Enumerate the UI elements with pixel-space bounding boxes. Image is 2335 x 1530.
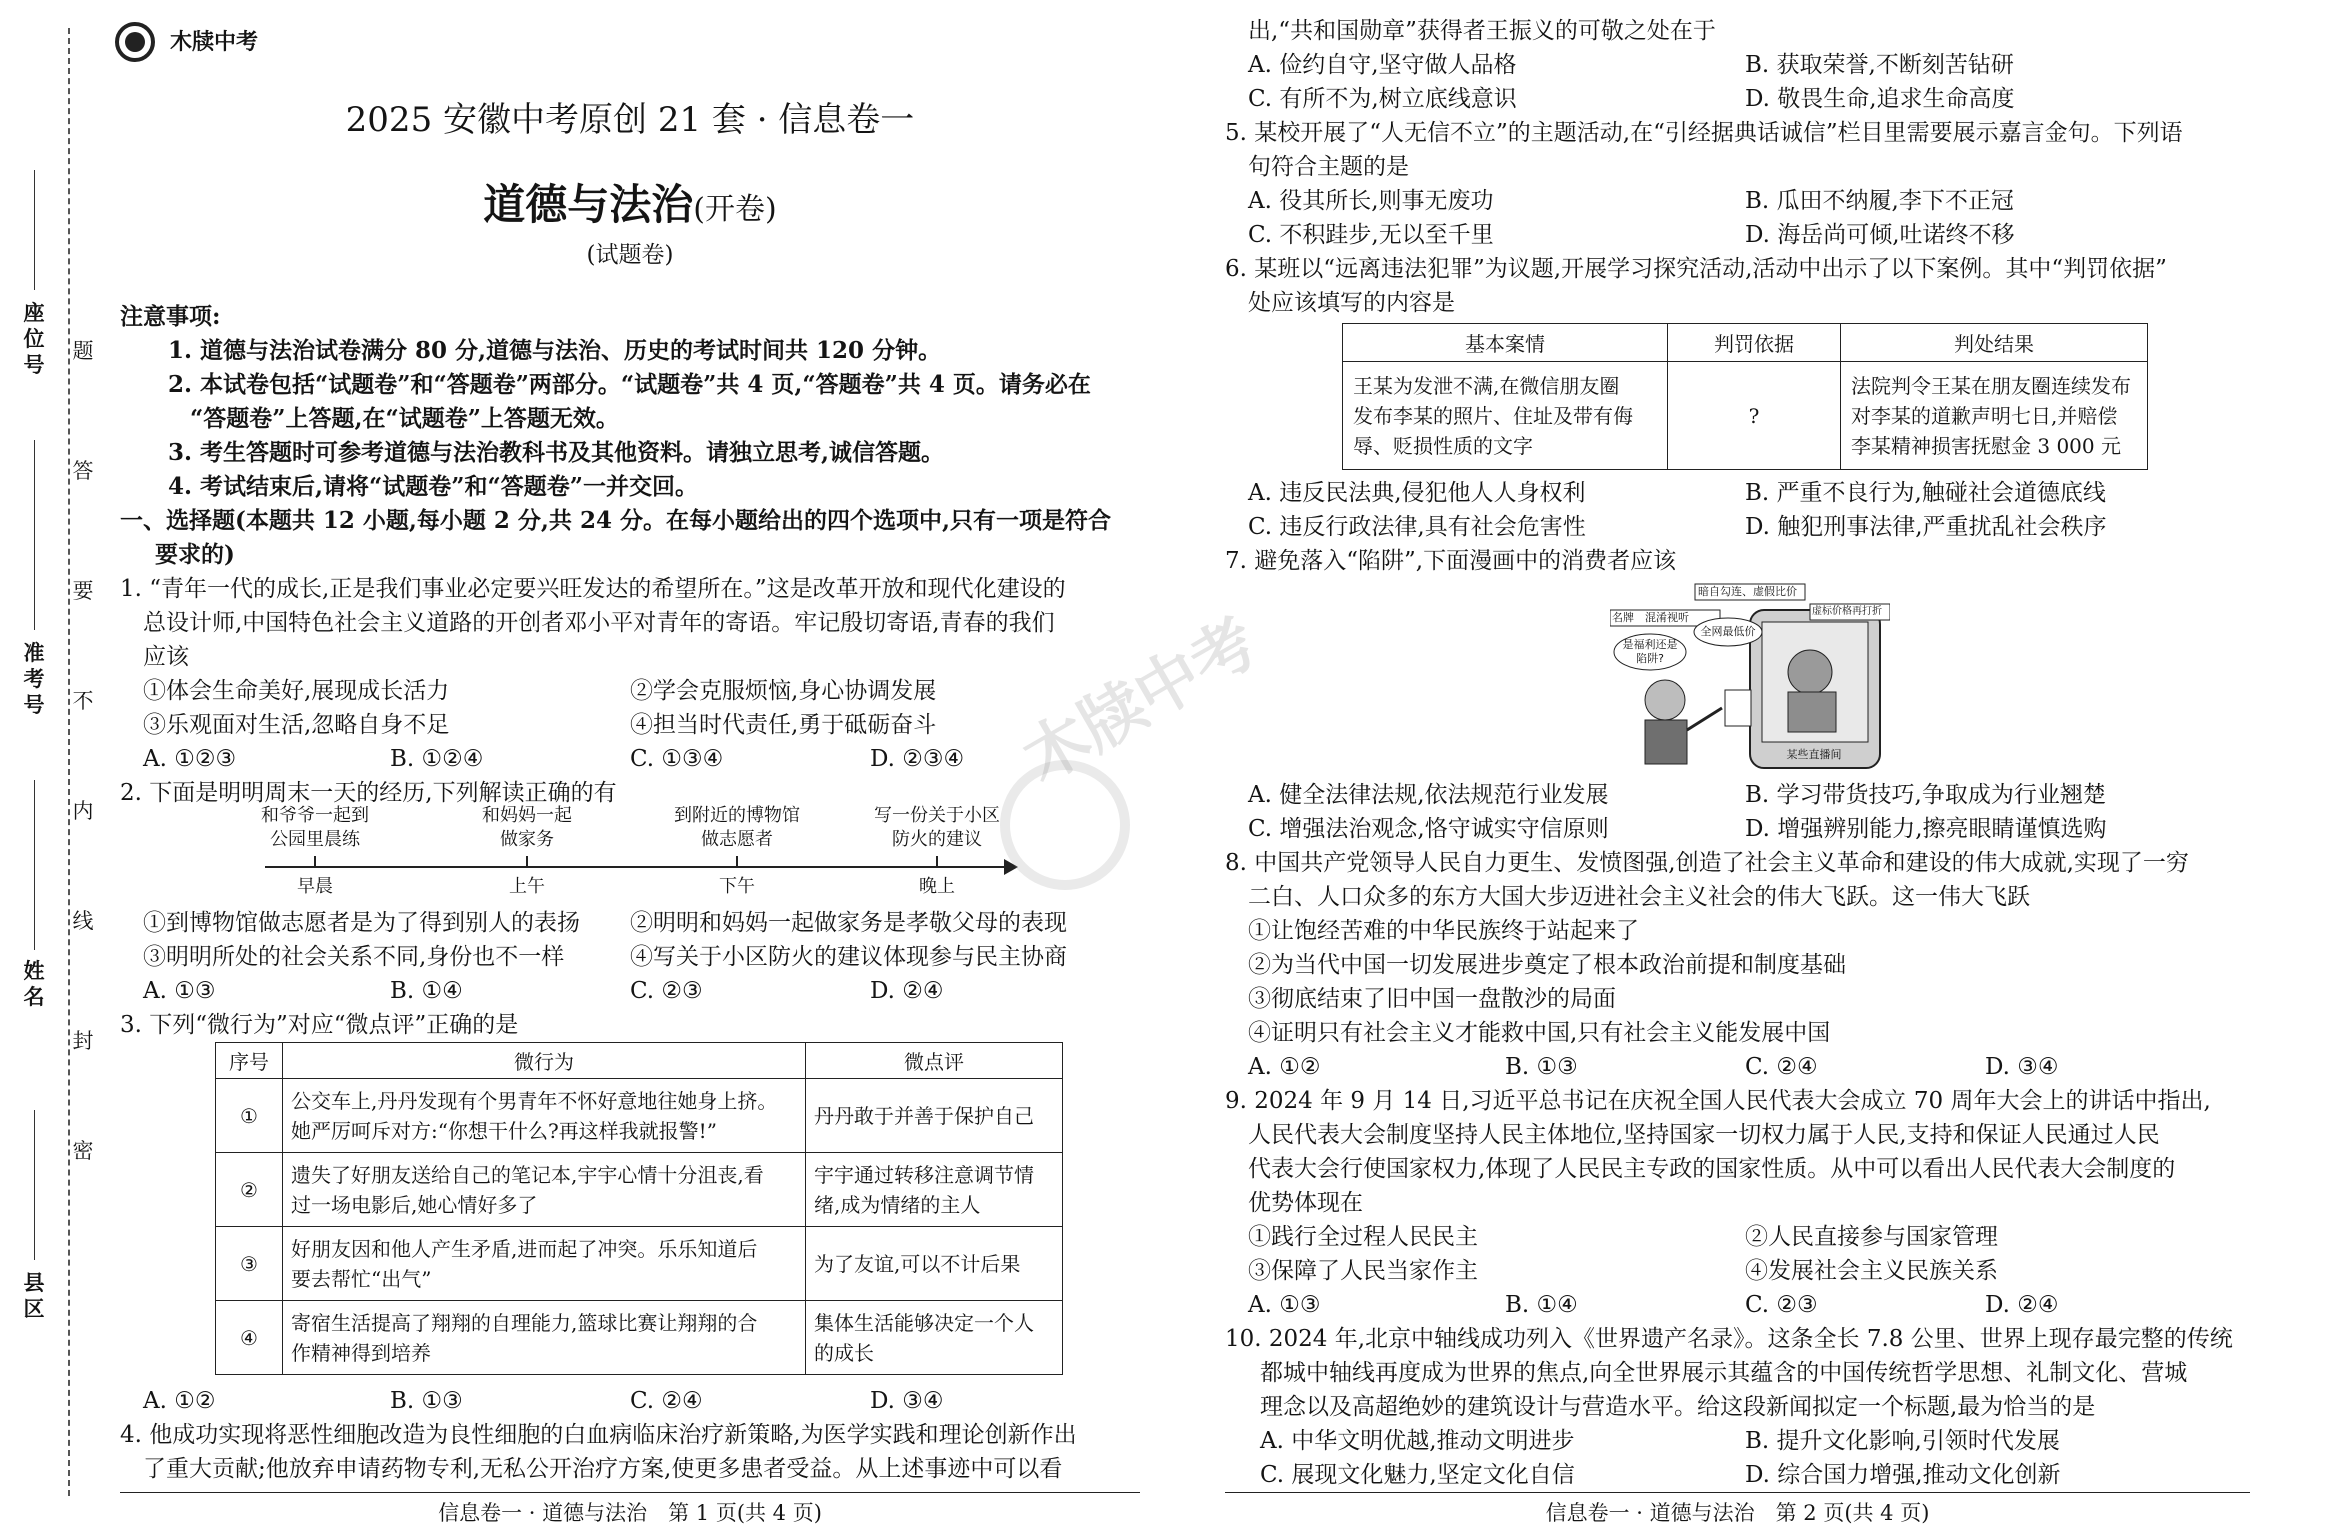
q10-option-d[interactable]: D. 综合国力增强,推动文化创新 — [1745, 1462, 2061, 1488]
q3-row-no: ① — [216, 1079, 283, 1153]
notice-item: 2. 本试卷包括“试题卷”和“答题卷”两部分。“试题卷”共 4 页,“答题卷”共 4 页。请务必在 — [168, 371, 1091, 398]
q3-row-no: ② — [216, 1153, 283, 1227]
q8-option-d[interactable]: D. ③④ — [1985, 1054, 2059, 1080]
cartoon-screen-label: 某些直播间 — [1786, 748, 1842, 761]
q6-basis-blank: ? — [1668, 362, 1841, 470]
q8-stem: 8. 中国共产党领导人民自力更生、发愤图强,创造了社会主义革命和建设的伟大成就,实现了一穷 — [1225, 850, 2189, 876]
q1-statement: ②学会克服烦恼,身心协调发展 — [630, 678, 937, 704]
section-heading-cont: 要求的) — [155, 541, 235, 568]
margin-word: 线 — [72, 909, 94, 933]
cartoon-bubble: 是福利还是陷阱? — [1622, 638, 1678, 665]
seat-number-blank[interactable] — [34, 170, 35, 290]
margin-word: 内 — [72, 799, 94, 823]
q8-statement: ①让饱经苦难的中华民族终于站起来了 — [1248, 918, 1639, 944]
q6-header-result: 判处结果 — [1841, 324, 2148, 362]
q5-option-d[interactable]: D. 海岳尚可倾,吐诺终不移 — [1745, 222, 2015, 248]
cartoon-tag: 暗自勾连、虚假比价 — [1698, 585, 1797, 598]
watermark-text: 木牍中考 — [1011, 605, 1271, 798]
q10-option-b[interactable]: B. 提升文化影响,引领时代发展 — [1745, 1428, 2060, 1454]
q3-option-b[interactable]: B. ①③ — [390, 1388, 463, 1414]
q10-stem: 10. 2024 年,北京中轴线成功列入《世界遗产名录》。这条全长 7.8 公里、世界上现存最完整的传统 — [1225, 1326, 2233, 1352]
q9-stem: 9. 2024 年 9 月 14 日,习近平总书记在庆祝全国人民代表大会成立 70 周年大会上的讲话中指出, — [1225, 1088, 2211, 1114]
q3-header-comment: 微点评 — [806, 1043, 1063, 1079]
q2-statement: ③明明所处的社会关系不同,身份也不一样 — [143, 944, 565, 970]
q6-table — [1342, 323, 2148, 470]
margin-word: 要 — [72, 579, 94, 603]
q3-row-behavior: 寄宿生活提高了翔翔的自理能力,篮球比赛让翔翔的合 作精神得到培养 — [283, 1301, 806, 1375]
q9-statement: ①践行全过程人民民主 — [1248, 1224, 1478, 1250]
name-label: 姓名 — [23, 958, 45, 1009]
q4-option-c[interactable]: C. 有所不为,树立底线意识 — [1248, 86, 1517, 112]
section-heading: 一、选择题(本题共 12 小题,每小题 2 分,共 24 分。在每小题给出的四个选项中,只有一项是符合 — [120, 507, 1111, 534]
q4-stem-cont: 出,“共和国勋章”获得者王振义的可敬之处在于 — [1248, 18, 1716, 44]
margin-word: 题 — [72, 339, 94, 363]
timeline-time: 晚上 — [919, 876, 955, 897]
name-blank[interactable] — [34, 780, 35, 950]
q3-row-behavior: 公交车上,丹丹发现有个男青年不怀好意地往她身上挤。 她严厉呵斥对方:“你想干什么?再这样我就报警!” — [283, 1079, 806, 1153]
q9-option-c[interactable]: C. ②③ — [1745, 1292, 1818, 1318]
q6-case: 王某为发泄不满,在微信朋友圈 发布李某的照片、住址及带有侮 辱、贬损性质的文字 — [1343, 362, 1668, 470]
q6-stem: 处应该填写的内容是 — [1248, 290, 1455, 316]
county-blank[interactable] — [34, 1110, 35, 1260]
q6-header-basis: 判罚依据 — [1668, 324, 1841, 362]
q9-stem: 代表大会行使国家权力,体现了人民民主专政的国家性质。从中可以看出人民代表大会制度的 — [1248, 1156, 2176, 1182]
q8-option-a[interactable]: A. ①② — [1248, 1054, 1321, 1080]
q9-stem: 优势体现在 — [1248, 1190, 1363, 1216]
q9-stem: 人民代表大会制度坚持人民主体地位,坚持国家一切权力属于人民,支持和保证人民通过人民 — [1248, 1122, 2160, 1148]
q3-row-comment: 集体生活能够决定一个人 的成长 — [806, 1301, 1063, 1375]
q1-option-c[interactable]: C. ①③④ — [630, 746, 724, 772]
binding-dashed-line — [68, 28, 70, 1496]
table-row — [216, 1301, 1063, 1375]
margin-word: 封 — [72, 1029, 94, 1053]
q1-stem: 1. “青年一代的成长,正是我们事业必定要兴旺发达的希望所在。”这是改革开放和现代化建设的 — [120, 576, 1066, 602]
timeline-time: 上午 — [509, 876, 545, 897]
page-footer-right: 信息卷一 · 道德与法治 第 2 页(共 4 页) — [1545, 1501, 1930, 1525]
notice-item: 1. 道德与法治试卷满分 80 分,道德与法治、历史的考试时间共 120 分钟。 — [168, 337, 942, 364]
q9-option-b[interactable]: B. ①④ — [1505, 1292, 1578, 1318]
notice-item: 3. 考生答题时可参考道德与法治教科书及其他资料。请独立思考,诚信答题。 — [168, 439, 945, 466]
q8-statement: ③彻底结束了旧中国一盘散沙的局面 — [1248, 986, 1616, 1012]
q2-option-d[interactable]: D. ②④ — [870, 978, 944, 1004]
cartoon-bubble: 全网最低价 — [1700, 625, 1756, 638]
timeline-tick — [526, 856, 528, 866]
exam-number-blank[interactable] — [34, 440, 35, 630]
q6-option-a[interactable]: A. 违反民法典,侵犯他人人身权利 — [1248, 480, 1586, 506]
q8-option-c[interactable]: C. ②④ — [1745, 1054, 1818, 1080]
q9-option-a[interactable]: A. ①③ — [1248, 1292, 1321, 1318]
q2-statement: ②明明和妈妈一起做家务是孝敬父母的表现 — [630, 910, 1067, 936]
footer-rule — [1225, 1492, 2250, 1493]
q7-option-c[interactable]: C. 增强法治观念,恪守诚实守信原则 — [1248, 816, 1609, 842]
subject-suffix: (开卷) — [693, 192, 777, 227]
q7-cartoon — [1610, 580, 1890, 770]
q7-option-a[interactable]: A. 健全法律法规,依法规范行业发展 — [1248, 782, 1609, 808]
q10-stem: 理念以及高超绝妙的建筑设计与营造水平。给这段新闻拟定一个标题,最为恰当的是 — [1260, 1394, 2096, 1420]
q1-option-b[interactable]: B. ①②④ — [390, 746, 484, 772]
paper-subtitle: (试题卷) — [586, 242, 674, 268]
q1-statement: ③乐观面对生活,忽略自身不足 — [143, 712, 450, 738]
q2-option-a[interactable]: A. ①③ — [143, 978, 216, 1004]
timeline-tick — [736, 856, 738, 866]
margin-word: 答 — [72, 459, 94, 483]
q2-stem: 2. 下面是明明周末一天的经历,下列解读正确的有 — [120, 780, 617, 806]
q2-option-c[interactable]: C. ②③ — [630, 978, 703, 1004]
timeline-time: 早晨 — [297, 876, 333, 897]
q3-row-behavior: 好朋友因和他人产生矛盾,进而起了冲突。乐乐知道后 要去帮忙“出气” — [283, 1227, 806, 1301]
subject-heading — [120, 172, 1140, 232]
q6-stem: 6. 某班以“远离违法犯罪”为议题,开展学习探究活动,活动中出示了以下案例。其中“判罚依据” — [1225, 256, 2167, 282]
q3-header-behavior: 微行为 — [283, 1043, 806, 1079]
timeline-time: 下午 — [719, 876, 755, 897]
cartoon-tag: 虚标价格再打折 — [1812, 606, 1882, 617]
q6-option-b[interactable]: B. 严重不良行为,触碰社会道德底线 — [1745, 480, 2106, 506]
q3-option-c[interactable]: C. ②④ — [630, 1388, 703, 1414]
table-row — [216, 1079, 1063, 1153]
q6-result: 法院判令王某在朋友圈连续发布 对李某的道歉声明七日,并赔偿 李某精神损害抚慰金 3 000 元 — [1841, 362, 2148, 470]
timeline-event: 和爷爷一起到 公园里晨练 — [261, 805, 369, 850]
q3-stem: 3. 下列“微行为”对应“微点评”正确的是 — [120, 1012, 519, 1038]
table-row — [1343, 362, 2148, 470]
q8-statement: ④证明只有社会主义才能救中国,只有社会主义能发展中国 — [1248, 1020, 1831, 1046]
q4-option-b[interactable]: B. 获取荣誉,不断刻苦钻研 — [1745, 52, 2014, 78]
notice-item: “答题卷”上答题,在“试题卷”上答题无效。 — [190, 405, 619, 432]
timeline-tick — [314, 856, 316, 866]
q4-stem: 了重大贡献;他放弃申请药物专利,无私公开治疗方案,使更多患者受益。从上述事迹中可以看 — [143, 1456, 1063, 1482]
q7-option-b[interactable]: B. 学习带货技巧,争取成为行业翘楚 — [1745, 782, 2106, 808]
timeline-event: 到附近的博物馆 做志愿者 — [674, 805, 800, 850]
timeline-event: 和妈妈一起 做家务 — [482, 805, 572, 850]
timeline-axis — [265, 866, 1010, 868]
q1-stem: 总设计师,中国特色社会主义道路的开创者邓小平对青年的寄语。牢记殷切寄语,青春的我们 — [143, 610, 1055, 636]
cartoon-tag: 名牌 混淆视听 — [1612, 611, 1689, 624]
q1-option-d[interactable]: D. ②③④ — [870, 746, 965, 772]
q5-option-b[interactable]: B. 瓜田不纳履,李下不正冠 — [1745, 188, 2014, 214]
q3-option-d[interactable]: D. ③④ — [870, 1388, 944, 1414]
footer-rule — [120, 1492, 1140, 1493]
notice-heading: 注意事项: — [120, 303, 221, 330]
brand-logo-icon — [115, 22, 155, 62]
notice-item: 4. 考试结束后,请将“试题卷”和“答题卷”一并交回。 — [168, 473, 698, 500]
q10-option-c[interactable]: C. 展现文化魅力,坚定文化自信 — [1260, 1462, 1575, 1488]
q5-option-a[interactable]: A. 役其所长,则事无废功 — [1248, 188, 1494, 214]
q10-option-a[interactable]: A. 中华文明优越,推动文明进步 — [1260, 1428, 1575, 1454]
q4-option-d[interactable]: D. 敬畏生命,追求生命高度 — [1745, 86, 2015, 112]
q3-option-a[interactable]: A. ①② — [143, 1388, 216, 1414]
q6-option-c[interactable]: C. 违反行政法律,具有社会危害性 — [1248, 514, 1586, 540]
q2-option-b[interactable]: B. ①④ — [390, 978, 463, 1004]
q8-stem: 二白、人口众多的东方大国大步迈进社会主义社会的伟大飞跃。这一伟大飞跃 — [1248, 884, 2030, 910]
margin-word: 密 — [72, 1139, 94, 1163]
q9-option-d[interactable]: D. ②④ — [1985, 1292, 2059, 1318]
q10-stem: 都城中轴线再度成为世界的焦点,向全世界展示其蕴含的中国传统哲学思想、礼制文化、营城 — [1260, 1360, 2188, 1386]
q1-stem: 应该 — [143, 644, 189, 670]
margin-word: 不 — [72, 689, 94, 713]
q1-statement: ④担当时代责任,勇于砥砺奋斗 — [630, 712, 937, 738]
seat-number-label: 座位号 — [23, 300, 45, 377]
q7-option-d[interactable]: D. 增强辨别能力,擦亮眼睛谨慎选购 — [1745, 816, 2107, 842]
q2-statement: ①到博物馆做志愿者是为了得到别人的表扬 — [143, 910, 580, 936]
exam-title: 2025 安徽中考原创 21 套 · 信息卷一 — [345, 100, 915, 140]
q5-stem: 5. 某校开展了“人无信不立”的主题活动,在“引经据典话诚信”栏目里需要展示嘉言金句。下列语 — [1225, 120, 2183, 146]
q1-statement: ①体会生命美好,展现成长活力 — [143, 678, 450, 704]
q4-stem: 4. 他成功实现将恶性细胞改造为良性细胞的白血病临床治疗新策略,为医学实践和理论创新作出 — [120, 1422, 1077, 1448]
q2-statement: ④写关于小区防火的建议体现参与民主协商 — [630, 944, 1067, 970]
q9-statement: ③保障了人民当家作主 — [1248, 1258, 1478, 1284]
timeline-tick — [936, 856, 938, 866]
q6-header-case: 基本案情 — [1343, 324, 1668, 362]
q3-row-no: ④ — [216, 1301, 283, 1375]
county-label: 县区 — [23, 1270, 45, 1321]
q5-stem: 句符合主题的是 — [1248, 154, 1409, 180]
q3-table — [215, 1042, 1063, 1375]
subject-name: 道德与法治 — [483, 180, 694, 229]
q3-row-comment: 为了友谊,可以不计后果 — [806, 1227, 1063, 1301]
q8-option-b[interactable]: B. ①③ — [1505, 1054, 1578, 1080]
q9-statement: ④发展社会主义民族关系 — [1745, 1258, 1998, 1284]
q3-row-no: ③ — [216, 1227, 283, 1301]
table-row — [216, 1153, 1063, 1227]
q7-stem: 7. 避免落入“陷阱”,下面漫画中的消费者应该 — [1225, 548, 1677, 574]
q9-statement: ②人民直接参与国家管理 — [1745, 1224, 1998, 1250]
q5-option-c[interactable]: C. 不积跬步,无以至千里 — [1248, 222, 1494, 248]
q3-row-comment: 宇宇通过转移注意调节情 绪,成为情绪的主人 — [806, 1153, 1063, 1227]
q3-row-behavior: 遗失了好朋友送给自己的笔记本,宇宇心情十分沮丧,看 过一场电影后,她心情好多了 — [283, 1153, 806, 1227]
page-footer-left: 信息卷一 · 道德与法治 第 1 页(共 4 页) — [438, 1501, 822, 1525]
q1-option-a[interactable]: A. ①②③ — [143, 746, 237, 772]
q3-header-no: 序号 — [216, 1043, 283, 1079]
brand-name: 木牍中考 — [170, 30, 259, 55]
timeline-event: 写一份关于小区 防火的建议 — [874, 805, 1000, 850]
q4-option-a[interactable]: A. 俭约自守,坚守做人品格 — [1248, 52, 1517, 78]
q6-option-d[interactable]: D. 触犯刑事法律,严重扰乱社会秩序 — [1745, 514, 2107, 540]
q3-row-comment: 丹丹敢于并善于保护自己 — [806, 1079, 1063, 1153]
exam-number-label: 准考号 — [23, 640, 45, 717]
table-row — [216, 1227, 1063, 1301]
q8-statement: ②为当代中国一切发展进步奠定了根本政治前提和制度基础 — [1248, 952, 1846, 978]
